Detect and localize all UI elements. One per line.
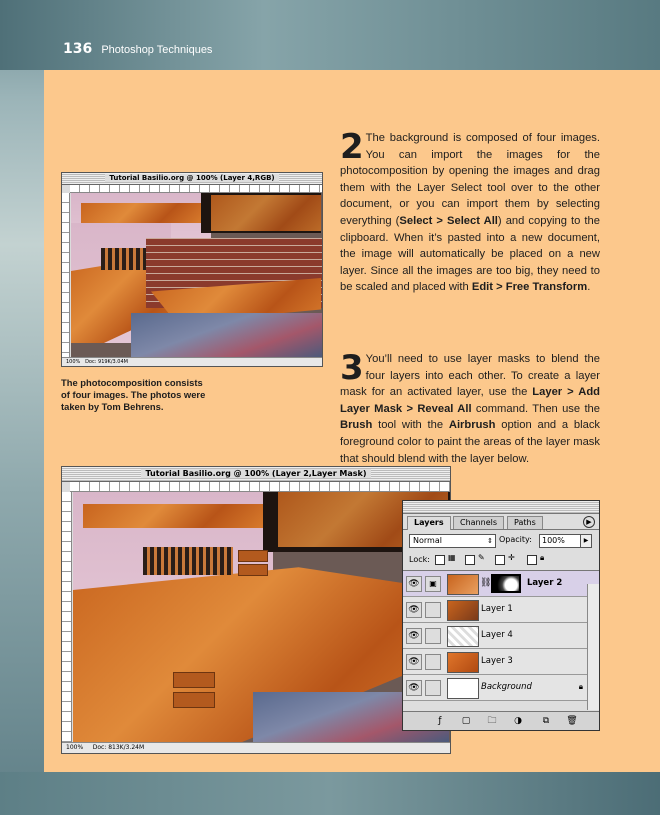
- body-text: tool with the: [372, 419, 449, 432]
- lock-row: [403, 550, 599, 571]
- doc-size: Doc: 919K/3.04M: [85, 359, 128, 365]
- body-text: option and a black foreground color to paint the areas of the layer mask that should blend with the layer below.: [340, 419, 601, 465]
- tab-channels[interactable]: Channels: [453, 516, 504, 529]
- palette-titlebar[interactable]: [403, 501, 599, 514]
- photo-drawer: [238, 564, 268, 576]
- layer-link-slot[interactable]: [425, 628, 441, 644]
- small-document-window: [61, 172, 323, 367]
- background-band: [0, 772, 660, 815]
- layer-row[interactable]: [403, 649, 599, 675]
- lock-position-checkbox[interactable]: [495, 555, 505, 565]
- running-title: Photoshop Techniques: [101, 44, 213, 56]
- add-mask-icon[interactable]: ▢: [461, 716, 471, 726]
- visibility-eye-icon[interactable]: 👁︎: [406, 602, 422, 618]
- layer-name: Layer 2: [527, 578, 563, 588]
- menu-command-text: Brush: [340, 419, 373, 432]
- tab-layers[interactable]: Layers: [407, 516, 451, 530]
- lock-transparency-checkbox[interactable]: [435, 555, 445, 565]
- photo-cabinet-frame: [211, 195, 321, 231]
- step-number: 2: [340, 127, 364, 167]
- lock-all-checkbox[interactable]: [527, 555, 537, 565]
- layer-mask-thumbnail[interactable]: [491, 574, 521, 593]
- palette-bottom-bar: [403, 711, 599, 730]
- step-2-body: [340, 127, 600, 294]
- layer-link-slot[interactable]: [425, 680, 441, 696]
- photo-hutch-top: [83, 504, 263, 528]
- adjustment-layer-icon[interactable]: ◑: [514, 716, 522, 726]
- blend-mode-select[interactable]: [409, 534, 496, 548]
- photo-drawer: [173, 672, 215, 688]
- layer-thumbnail: [447, 678, 479, 699]
- layer-thumbnail: [447, 626, 479, 647]
- step-3-body: [340, 348, 601, 465]
- photo-slots: [143, 547, 233, 575]
- page-number: 136: [63, 41, 93, 57]
- body-text: The background is composed of four images. You can import the images for the photocomposition by opening the images and drag them with the Layer Select tool over to the other document, or you can import them by selecting everything (: [340, 132, 600, 227]
- menu-command-text: Select > Select All: [399, 214, 498, 227]
- visibility-eye-icon[interactable]: 👁︎: [406, 680, 422, 696]
- layer-name: Layer 1: [481, 604, 513, 614]
- layer-row[interactable]: [403, 675, 599, 701]
- photo-floor: [131, 313, 322, 357]
- chain-icon[interactable]: ⛓︎: [480, 578, 492, 588]
- blend-mode-value: Normal: [413, 536, 442, 545]
- layer-thumbnail: [447, 652, 479, 673]
- body-text: You’ll need to use layer masks to blend the four layers into each other. To create a layer mask for an activated layer, use the: [340, 353, 600, 399]
- running-header: [63, 38, 212, 57]
- window-statusbar: [62, 742, 450, 753]
- zoom-level: 100%: [66, 744, 84, 751]
- body-text: command. Then use the: [471, 402, 600, 415]
- layer-name: Layer 3: [481, 656, 513, 666]
- document-canvas: [71, 193, 322, 357]
- trash-icon[interactable]: 🗑︎: [566, 716, 578, 726]
- new-set-icon[interactable]: 🗀︎: [487, 716, 497, 726]
- window-titlebar[interactable]: [62, 173, 322, 185]
- body-text: .: [587, 281, 591, 294]
- move-icon: ✛: [508, 553, 515, 562]
- layer-row[interactable]: [403, 597, 599, 623]
- menu-command-text: Airbrush: [448, 419, 496, 432]
- visibility-eye-icon[interactable]: 👁︎: [406, 576, 422, 592]
- window-statusbar: [62, 357, 322, 366]
- scrollbar[interactable]: [587, 584, 599, 710]
- layer-style-icon[interactable]: ƒ: [438, 716, 442, 726]
- background-band: [0, 0, 660, 70]
- layers-palette: [402, 500, 600, 731]
- document-canvas: [73, 492, 450, 742]
- opacity-slider-icon[interactable]: ▶: [580, 534, 592, 548]
- large-document-window: [61, 466, 451, 754]
- horizontal-ruler: [70, 185, 322, 193]
- new-layer-icon[interactable]: ⧉: [542, 716, 550, 726]
- palette-menu-icon[interactable]: ▶: [583, 516, 595, 528]
- blend-row: [403, 530, 599, 550]
- layer-name: Background: [481, 682, 532, 692]
- lock-image-checkbox[interactable]: [465, 555, 475, 565]
- window-title: Tutorial Basilio.org @ 100% (Layer 4,RGB): [105, 174, 278, 182]
- opacity-input[interactable]: 100%: [539, 534, 581, 548]
- photo-drawer: [238, 550, 268, 562]
- lock-icon: 🔒︎: [578, 682, 583, 691]
- vertical-ruler: [62, 492, 72, 742]
- brush-icon: ✎: [478, 553, 485, 562]
- window-titlebar[interactable]: [62, 467, 450, 482]
- body-text: ) and copying to the clipboard. When it’s pasted into a new document, the image will automatically be placed on a new layer. Since all the images are too big, they need to be scaled and placed with: [340, 214, 600, 294]
- dropdown-arrow-icon: ⇕: [487, 537, 493, 545]
- horizontal-ruler: [70, 482, 450, 492]
- visibility-eye-icon[interactable]: 👁︎: [406, 654, 422, 670]
- layer-row[interactable]: [403, 571, 599, 597]
- photo-hutch: [81, 203, 201, 223]
- menu-command-text: Edit > Free Transform: [471, 281, 588, 294]
- layer-link-slot[interactable]: [425, 654, 441, 670]
- menu-command-text: Layer > Add Layer Mask > Reveal All: [340, 386, 601, 415]
- window-title: Tutorial Basilio.org @ 100% (Layer 2,Layer Mask): [141, 469, 370, 478]
- vertical-ruler: [62, 193, 70, 357]
- lock-label: Lock:: [409, 555, 430, 564]
- mask-link-icon[interactable]: ▣: [425, 576, 441, 592]
- doc-size: Doc: 813K/3.24M: [92, 744, 145, 751]
- layer-row[interactable]: [403, 623, 599, 649]
- step-number: 3: [340, 348, 364, 388]
- layer-thumbnail: [447, 574, 479, 595]
- layer-thumbnail: [447, 600, 479, 621]
- visibility-eye-icon[interactable]: 👁︎: [406, 628, 422, 644]
- photo-drawer: [173, 692, 215, 708]
- layer-name: Layer 4: [481, 630, 513, 640]
- transparency-icon: ▦: [448, 553, 456, 562]
- tab-paths[interactable]: Paths: [507, 516, 543, 529]
- step-3-text: [340, 348, 601, 467]
- zoom-level: 100%: [66, 359, 81, 365]
- opacity-label: Opacity:: [499, 535, 532, 544]
- step-2-text: [340, 127, 600, 296]
- figure-caption: The photocomposition consists of four images. The photos were taken by Tom Behrens.: [61, 377, 206, 412]
- lock-icon: 🔒︎: [540, 553, 545, 562]
- layer-link-slot[interactable]: [425, 602, 441, 618]
- palette-tabs: [403, 514, 599, 530]
